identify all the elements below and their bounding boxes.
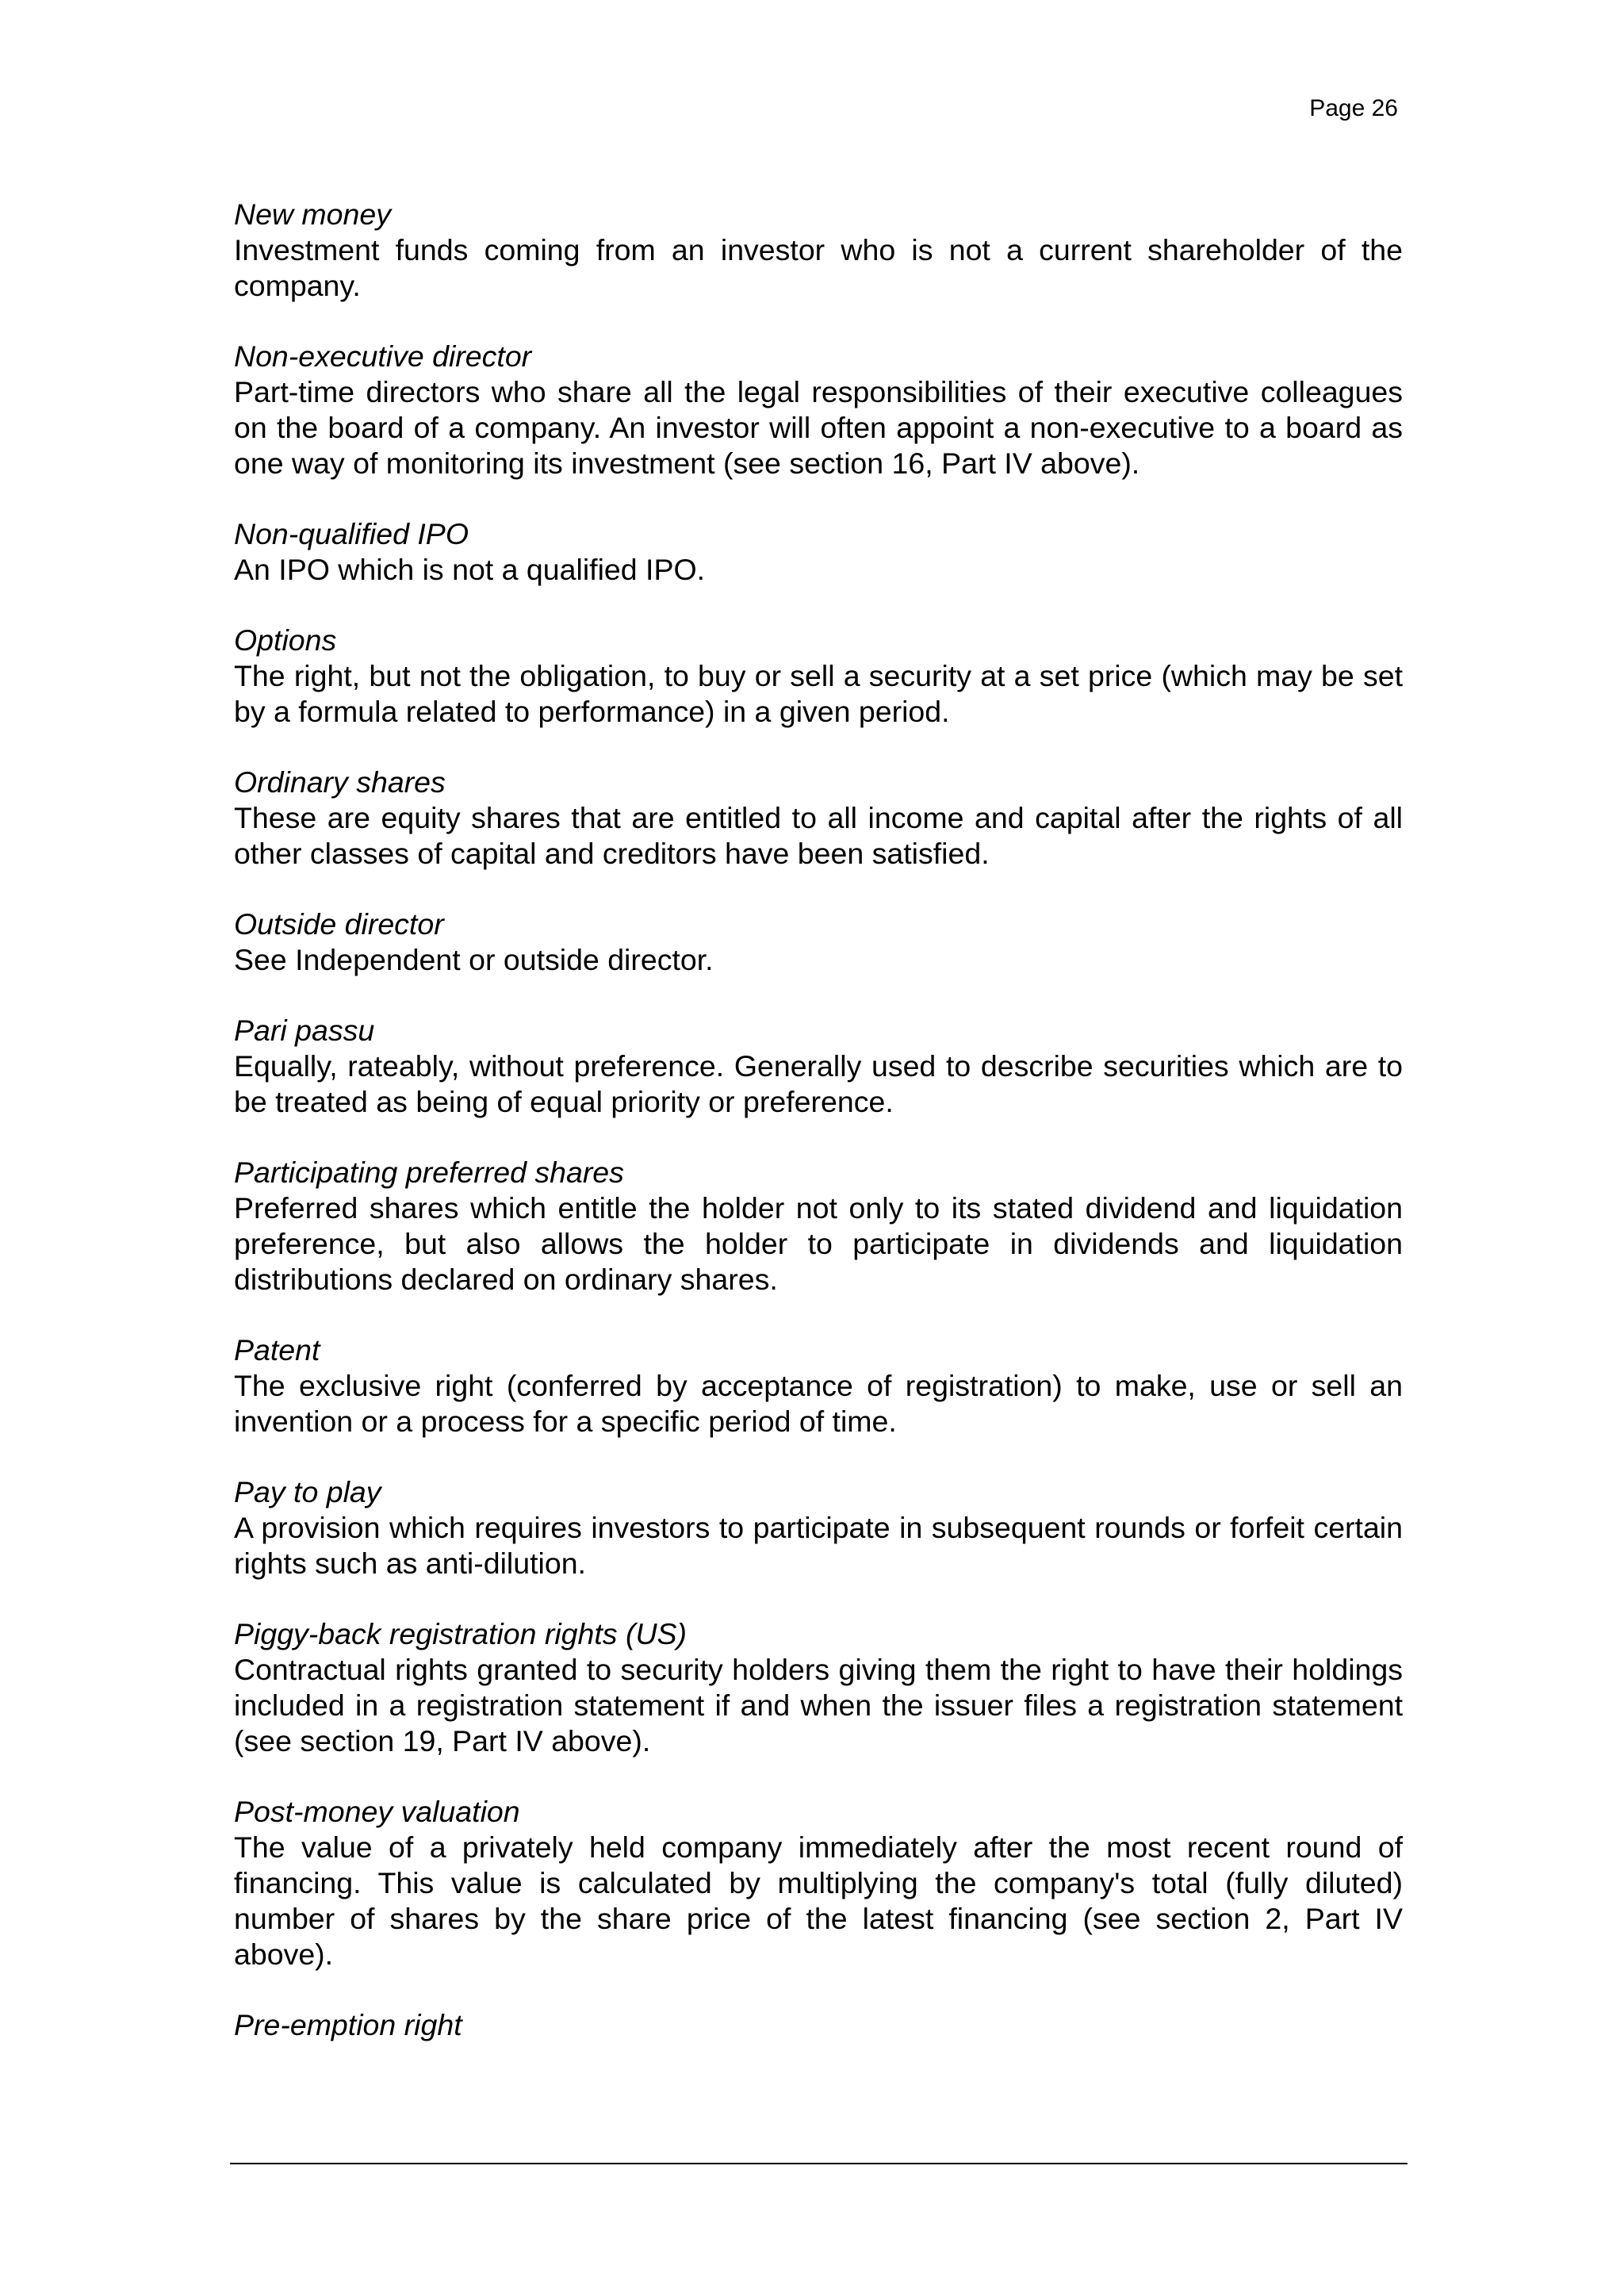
glossary-list: [234, 197, 1403, 2078]
glossary-entry: [234, 1794, 1403, 1972]
glossary-entry: [234, 623, 1403, 730]
glossary-definition: Equally, rateably, without preference. Generally used to describe securities which are to be treated as being of equal priority or preference.: [234, 1049, 1403, 1118]
glossary-definition: Investment funds coming from an investor who is not a current shareholder of the company.: [234, 233, 1403, 302]
glossary-entry: [234, 1474, 1403, 1581]
glossary-term: Post-money valuation: [234, 1795, 520, 1828]
glossary-term: Ordinary shares: [234, 765, 446, 799]
glossary-entry: [234, 1013, 1403, 1120]
glossary-definition: The exclusive right (conferred by acceptance of registration) to make, use or sell an invention or a process for a specific period of time.: [234, 1369, 1403, 1438]
glossary-term: Options: [234, 623, 337, 657]
glossary-entry: [234, 197, 1403, 304]
glossary-definition: See Independent or outside director.: [234, 943, 714, 976]
glossary-term: New money: [234, 197, 391, 231]
glossary-entry: [234, 339, 1403, 481]
glossary-definition: An IPO which is not a qualified IPO.: [234, 553, 706, 586]
glossary-definition: Preferred shares which entitle the holder not only to its stated dividend and liquidation preference, but also allows the holder to participate in dividends and liquidation distributions declared on ordinary shares.: [234, 1191, 1403, 1296]
glossary-definition: The value of a privately held company immediately after the most recent round of financing. This value is calculated by multiplying the company's total (fully diluted) number of shares by the share price of the latest financing (see section 2, Part IV above).: [234, 1830, 1403, 1971]
glossary-term: Outside director: [234, 907, 444, 941]
page-number: Page 26: [1309, 95, 1398, 121]
glossary-definition: A provision which requires investors to participate in subsequent rounds or forfeit certain rights such as anti-dilution.: [234, 1511, 1403, 1580]
glossary-term: Piggy-back registration rights (US): [234, 1617, 688, 1650]
footer-divider: [230, 2163, 1408, 2164]
glossary-definition: These are equity shares that are entitled to all income and capital after the rights of all other classes of capital and creditors have been satisfied.: [234, 801, 1403, 870]
glossary-term: Pay to play: [234, 1475, 381, 1508]
glossary-entry: [234, 907, 1403, 978]
glossary-entry: [234, 765, 1403, 872]
glossary-entry: [234, 1332, 1403, 1439]
glossary-definition: The right, but not the obligation, to buy or sell a security at a set price (which may be set by a formula related to performance) in a given period.: [234, 659, 1403, 728]
glossary-entry: [234, 516, 1403, 588]
glossary-term: Non-executive director: [234, 339, 532, 373]
glossary-definition: Part-time directors who share all the legal responsibilities of their executive colleagues on the board of a company. An investor will often appoint a non-executive to a board as one way of monitoring its investment (see section 16, Part IV above).: [234, 375, 1403, 480]
glossary-term: Pari passu: [234, 1014, 375, 1047]
glossary-term: Participating preferred shares: [234, 1156, 624, 1189]
glossary-term: Pre-emption right: [234, 2008, 462, 2041]
glossary-entry: [234, 1616, 1403, 1759]
glossary-entry: [234, 1155, 1403, 1297]
glossary-definition: Contractual rights granted to security holders giving them the right to have their holdings included in a registration statement if and when the issuer files a registration statement (see section 19, Part IV above).: [234, 1653, 1403, 1757]
glossary-term: Non-qualified IPO: [234, 517, 469, 550]
glossary-term: Patent: [234, 1333, 320, 1366]
glossary-entry: [234, 2007, 1403, 2043]
